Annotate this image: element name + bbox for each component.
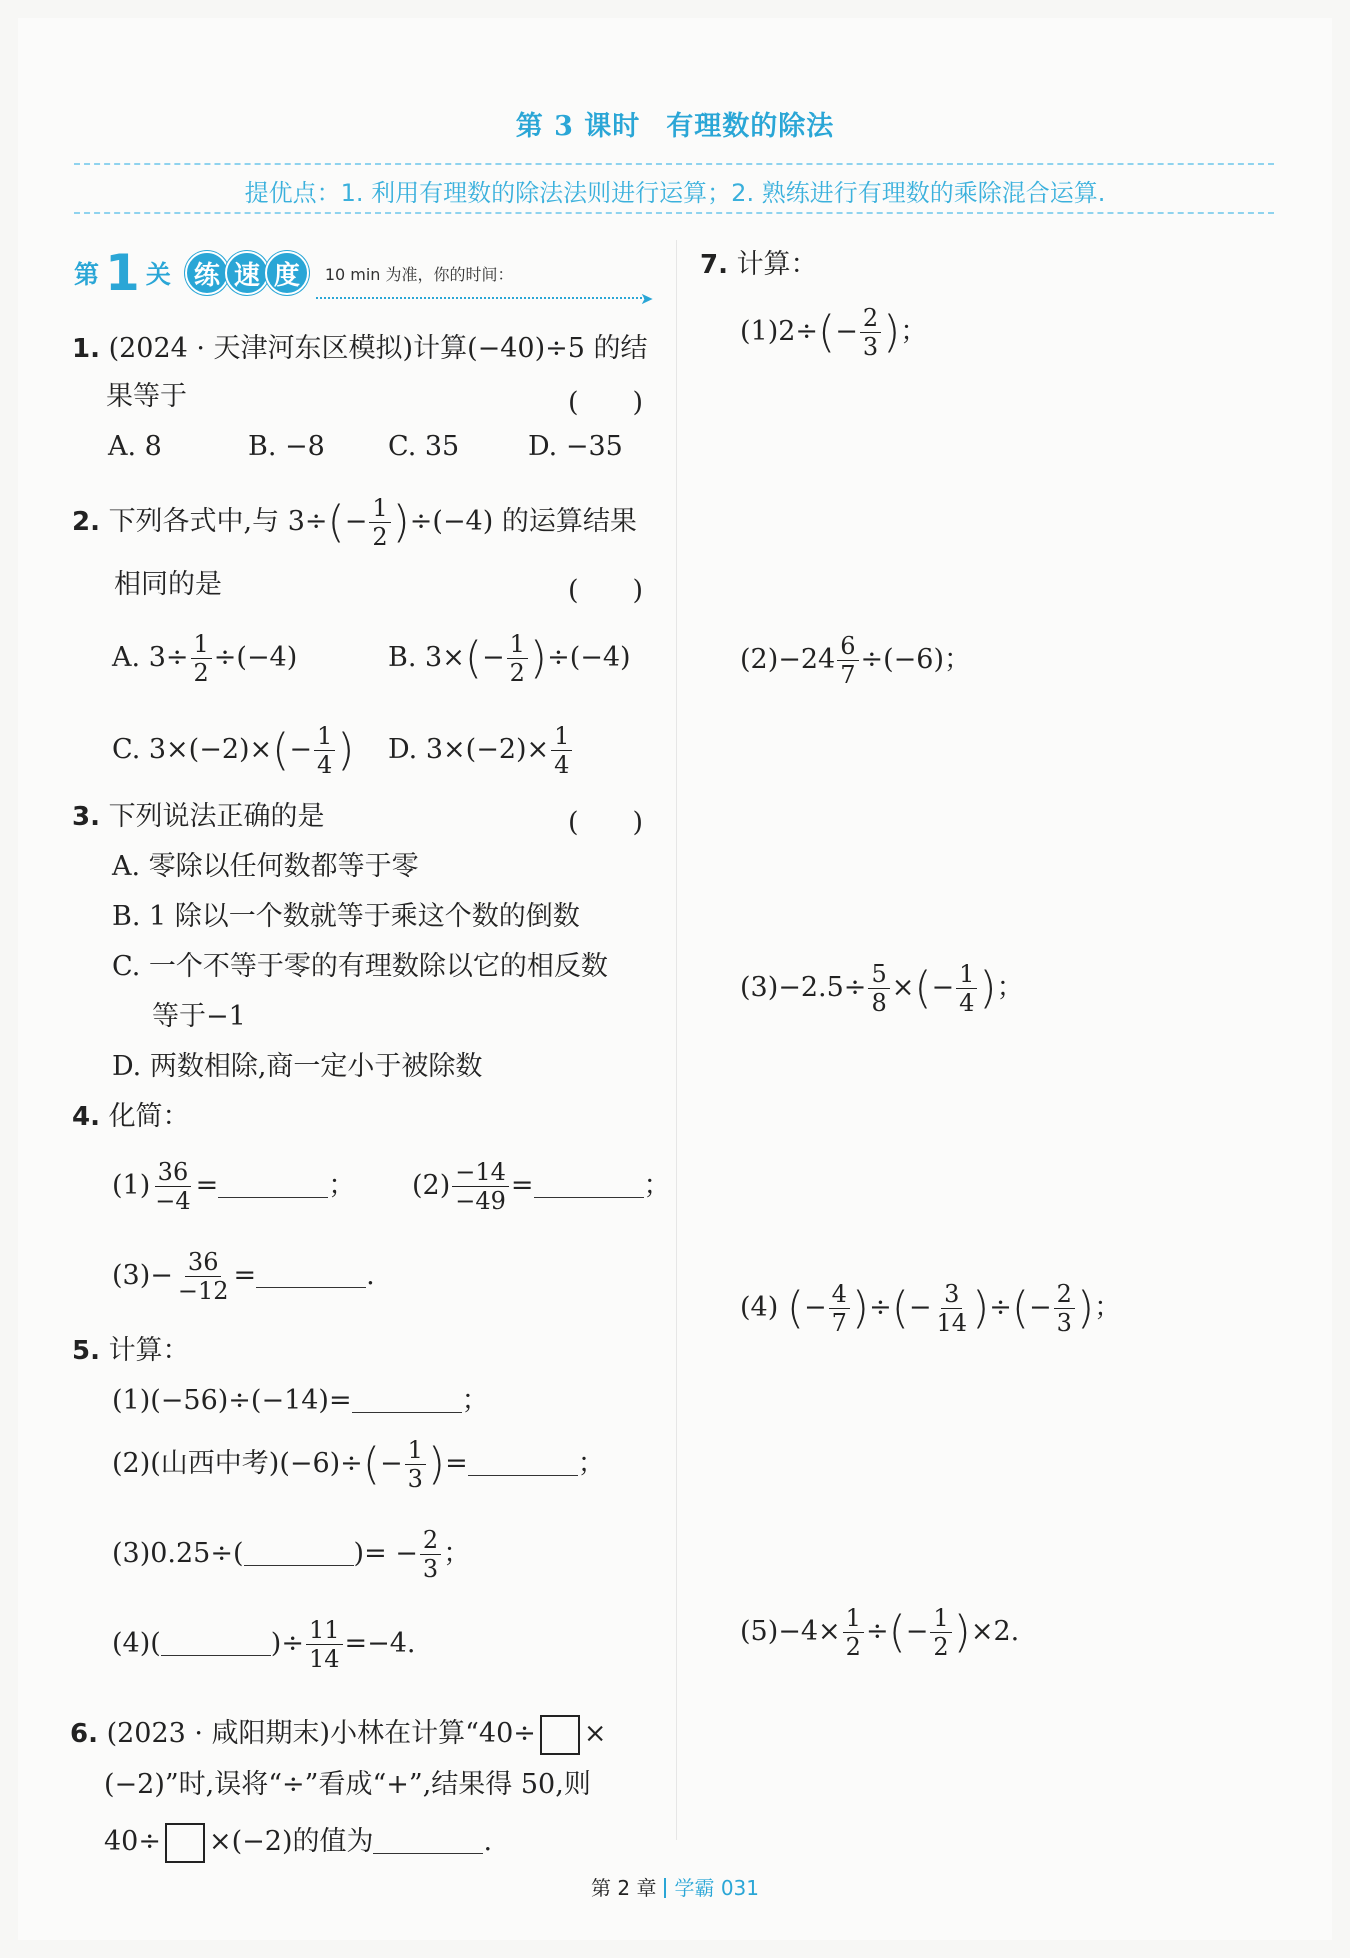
- key-points: 提优点：1. 利用有理数的除法法则进行运算；2. 熟练进行有理数的乘除混合运算.: [244, 179, 1106, 207]
- question-6-cont: (−2)”时,误将“÷”看成“+”,结果得 50,则: [104, 1769, 591, 1800]
- q4-part-2: (2) $\frac{-14}{-49}$ = ；: [412, 1158, 671, 1215]
- divider: [74, 163, 1274, 165]
- answer-paren[interactable]: ( ): [568, 387, 644, 418]
- q7-part-5: (5)−4× $\frac{1}{2}$ ÷(− $\frac{1}{2}$ )×2.: [740, 1604, 1020, 1661]
- q7-part-2: (2)−24 $\frac{6}{7}$ ÷(−6)；: [740, 632, 972, 689]
- question-5: 5. 计算：: [72, 1335, 190, 1366]
- question-1-cont: 果等于: [106, 381, 187, 412]
- answer-paren[interactable]: ( ): [568, 807, 644, 838]
- lesson-topic: 有理数的除法: [666, 111, 835, 142]
- answer-paren[interactable]: ( ): [568, 575, 644, 606]
- q7-part-3: (3)−2.5÷ $\frac{5}{8}$ ×(− $\frac{1}{4}$ )；: [740, 960, 1024, 1017]
- timing-note: 10 min 为准，你的时间：: [324, 264, 514, 284]
- brand-label: 学霸: [674, 1876, 715, 1900]
- q4-part-1: (1) $\frac{36}{-4}$ = ；: [112, 1158, 356, 1215]
- answer-blank[interactable]: [373, 1827, 483, 1854]
- page-number: 031: [720, 1876, 759, 1900]
- q5-part-2: (2)(山西中考)(−6)÷(− $\frac{1}{3}$ )= ；: [112, 1436, 605, 1493]
- q5-part-1: (1)(−56)÷(−14)= ；: [112, 1385, 489, 1416]
- question-7: 7. 计算：: [700, 249, 818, 280]
- option-c: C. 一个不等于零的有理数除以它的相反数: [112, 951, 608, 982]
- answer-blank[interactable]: [218, 1171, 328, 1198]
- chapter-label: 第 2 章: [591, 1876, 657, 1900]
- answer-blank[interactable]: [244, 1539, 354, 1566]
- option-c: C. 3×(−2)×(− $\frac{1}{4}$ ): [112, 722, 355, 779]
- level-number: 1: [105, 244, 140, 302]
- question-3: 3. 下列说法正确的是: [72, 801, 325, 832]
- question-6: 6. (2023 · 咸阳期末)小林在计算“40÷ ×: [70, 1710, 607, 1758]
- q4-part-3: (3)− $\frac{36}{-12}$ = .: [112, 1248, 375, 1305]
- option-c-cont: 等于−1: [152, 1001, 246, 1032]
- q7-part-1: (1)2÷(− $\frac{2}{3}$ )；: [740, 304, 928, 361]
- option-b: B. −8: [248, 431, 325, 462]
- divider: [74, 212, 1274, 214]
- option-c: C. 35: [388, 431, 460, 462]
- placeholder-box: [165, 1823, 205, 1863]
- option-a: A. 8: [108, 431, 162, 462]
- question-2-cont: 相同的是: [114, 569, 222, 600]
- option-a: A. 3÷ $\frac{1}{2}$ ÷(−4): [112, 630, 298, 687]
- answer-blank[interactable]: [352, 1386, 462, 1413]
- question-6-cont-2: 40÷ ×(−2)的值为 .: [104, 1818, 492, 1866]
- page-footer: [0, 1872, 1350, 1901]
- answer-blank[interactable]: [161, 1629, 271, 1656]
- level-header: 第 1 关 练 速 度 10 min 为准，你的时间：: [74, 244, 514, 302]
- answer-blank[interactable]: [468, 1449, 578, 1476]
- question-1: 1. (2024 · 天津河东区模拟)计算(−40)÷5 的结: [72, 333, 648, 364]
- placeholder-box: [540, 1715, 580, 1755]
- q5-part-3: (3)0.25÷( )= − $\frac{2}{3}$ ；: [112, 1526, 471, 1583]
- speed-badge: 练 速 度: [185, 251, 305, 295]
- option-b: B. 1 除以一个数就等于乘这个数的倒数: [112, 901, 580, 932]
- lesson-title: [0, 104, 1350, 143]
- column-divider: [676, 240, 677, 1840]
- answer-blank[interactable]: [534, 1171, 644, 1198]
- option-a: A. 零除以任何数都等于零: [112, 851, 419, 882]
- answer-blank[interactable]: [256, 1261, 366, 1288]
- option-b: B. 3×(− $\frac{1}{2}$ )÷(−4): [388, 630, 631, 687]
- option-d: D. −35: [528, 431, 623, 462]
- question-2: 2. 下列各式中,与 3÷(− $\frac{1}{2}$ )÷(−4) 的运算结果: [72, 494, 637, 551]
- question-4: 4. 化简：: [72, 1101, 190, 1132]
- q7-part-4: (4) (− $\frac{4}{7}$ )÷(− $\frac{3}{14}$ )÷(− $\frac{2}{3}$ )；: [740, 1280, 1122, 1337]
- q5-part-4: (4)( )÷ $\frac{11}{14}$ =−4.: [112, 1616, 416, 1673]
- timing-line: [316, 297, 646, 299]
- option-d: D. 3×(−2)× $\frac{1}{4}$: [388, 720, 574, 780]
- arrow-icon: ➤: [640, 289, 654, 308]
- option-d: D. 两数相除,商一定小于被除数: [112, 1051, 483, 1082]
- lesson-number: 第 3 课时: [515, 111, 641, 142]
